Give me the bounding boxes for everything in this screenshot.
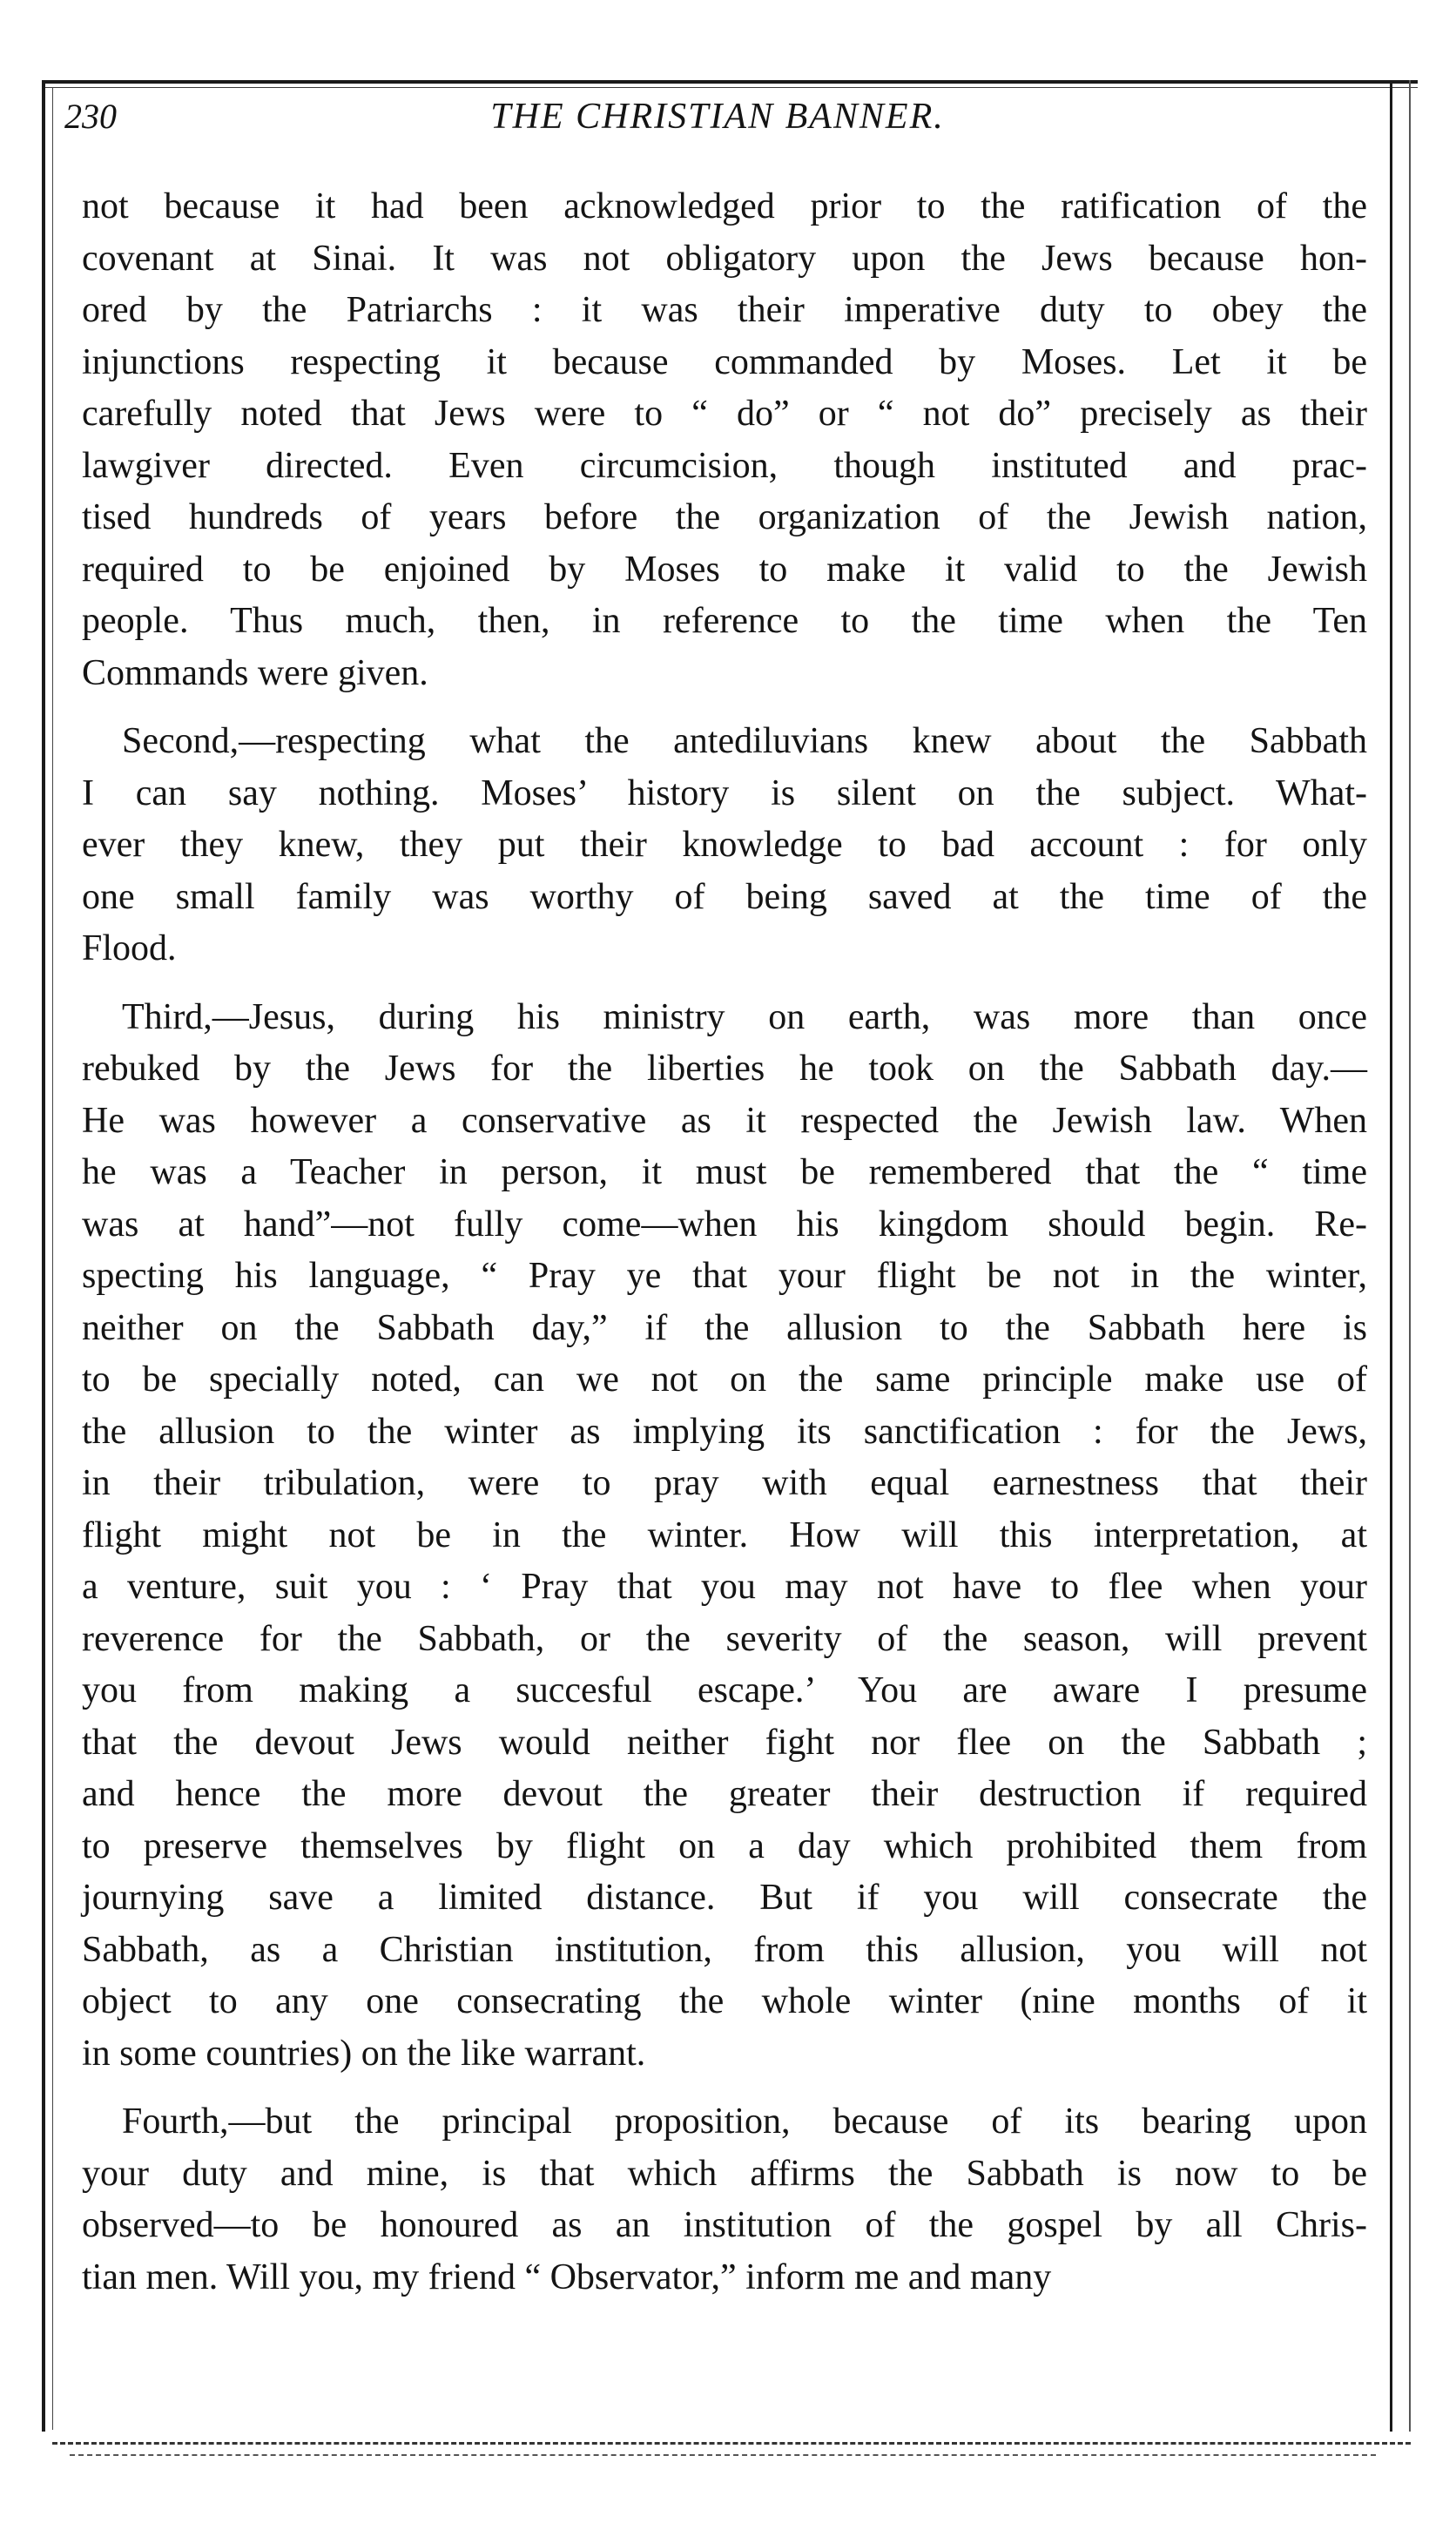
page-number: 230	[64, 97, 117, 136]
left-border-rule	[42, 80, 45, 2432]
text-line: in some countries) on the like warrant.	[82, 2033, 646, 2074]
text-line: tised hundreds of years before the organization of the Jewish nation,	[82, 497, 1367, 537]
paragraph	[82, 2096, 1367, 2304]
text-line: your duty and mine, is that which affirms the Sabbath is now to be	[82, 2153, 1367, 2194]
text-line: the allusion to the winter as implying its sanctification : for the Jews,	[82, 1411, 1367, 1452]
paragraph	[82, 992, 1367, 2081]
text-line: lawgiver directed. Even circumcision, though instituted and prac-	[82, 445, 1367, 486]
text-line: that the devout Jews would neither fight nor flee on the Sabbath ;	[82, 1722, 1367, 1763]
text-line: observed—to be honoured as an institution of the gospel by all Chris-	[82, 2205, 1367, 2245]
text-line: Fourth,—but the principal proposition, because of its bearing upon	[122, 2101, 1367, 2142]
page-header	[64, 91, 1371, 143]
text-line: a venture, suit you : ‘ Pray that you may not have to flee when your	[82, 1567, 1367, 1607]
text-line: flight might not be in the winter. How will this interpretation, at	[82, 1514, 1367, 1555]
text-line: not because it had been acknowledged prior to the ratification of the	[82, 186, 1367, 226]
text-line: Third,—Jesus, during his ministry on earth, was more than once	[122, 996, 1367, 1037]
text-line: to be specially noted, can we not on the same principle make use of	[82, 1359, 1367, 1400]
text-line: ored by the Patriarchs : it was their imperative duty to obey the	[82, 290, 1367, 330]
right-border-rule	[1390, 80, 1392, 2432]
bottom-border-rule-inner	[70, 2454, 1376, 2456]
text-line: Sabbath, as a Christian institution, from this allusion, you will not	[82, 1929, 1367, 1970]
text-line: required to be enjoined by Moses to make it valid to the Jewish	[82, 549, 1367, 590]
text-line: reverence for the Sabbath, or the severity of the season, will prevent	[82, 1618, 1367, 1659]
paragraph	[82, 181, 1367, 699]
top-border-rule-inner	[42, 87, 1418, 88]
text-line: you from making a succesful escape.’ You are aware I presume	[82, 1670, 1367, 1710]
text-line: specting his language, “ Pray ye that your flight be not in the winter,	[82, 1256, 1367, 1296]
text-line: people. Thus much, then, in reference to the time when the Ten	[82, 601, 1367, 641]
text-line: Flood.	[82, 928, 177, 968]
text-line: He was however a conservative as it respected the Jewish law. When	[82, 1100, 1367, 1141]
text-line: in their tribulation, were to pray with equal earnestness that their	[82, 1463, 1367, 1503]
text-line: to preserve themselves by flight on a day which prohibited them from	[82, 1825, 1367, 1866]
text-line: injunctions respecting it because commanded by Moses. Let it be	[82, 341, 1367, 382]
text-line: tian men. Will you, my friend “ Observator,” inform me and many	[82, 2257, 1052, 2297]
text-line: neither on the Sabbath day,” if the allusion to the Sabbath here is	[82, 1307, 1367, 1348]
text-line: object to any one consecrating the whole winter (nine months of it	[82, 1981, 1367, 2021]
text-line: I can say nothing. Moses’ history is silent on the subject. What-	[82, 772, 1367, 813]
left-border-rule-inner	[52, 87, 53, 2430]
text-line: he was a Teacher in person, it must be remembered that the “ time	[82, 1152, 1367, 1192]
text-line: Commands were given.	[82, 652, 428, 693]
text-line: carefully noted that Jews were to “ do” or “ not do” precisely as their	[82, 394, 1367, 434]
text-line: one small family was worthy of being saved at the time of the	[82, 876, 1367, 917]
paragraph	[82, 716, 1367, 975]
bottom-border-rule	[52, 2442, 1411, 2445]
article-body	[82, 181, 1367, 2320]
top-border-rule	[42, 80, 1418, 84]
text-line: covenant at Sinai. It was not obligatory upon the Jews because hon-	[82, 238, 1367, 279]
text-line: Second,—respecting what the antediluvians knew about the Sabbath	[122, 721, 1367, 761]
text-line: journying save a limited distance. But if you will consecrate the	[82, 1878, 1367, 1918]
text-line: rebuked by the Jews for the liberties he took on the Sabbath day.—	[82, 1049, 1367, 1089]
right-border-rule-outer	[1409, 80, 1411, 2432]
text-line: ever they knew, they put their knowledge to bad account : for only	[82, 825, 1367, 865]
text-line: was at hand”—not fully come—when his kingdom should begin. Re-	[82, 1204, 1367, 1245]
text-line: and hence the more devout the greater their destruction if required	[82, 1774, 1367, 1814]
running-head: THE CHRISTIAN BANNER.	[490, 97, 945, 137]
